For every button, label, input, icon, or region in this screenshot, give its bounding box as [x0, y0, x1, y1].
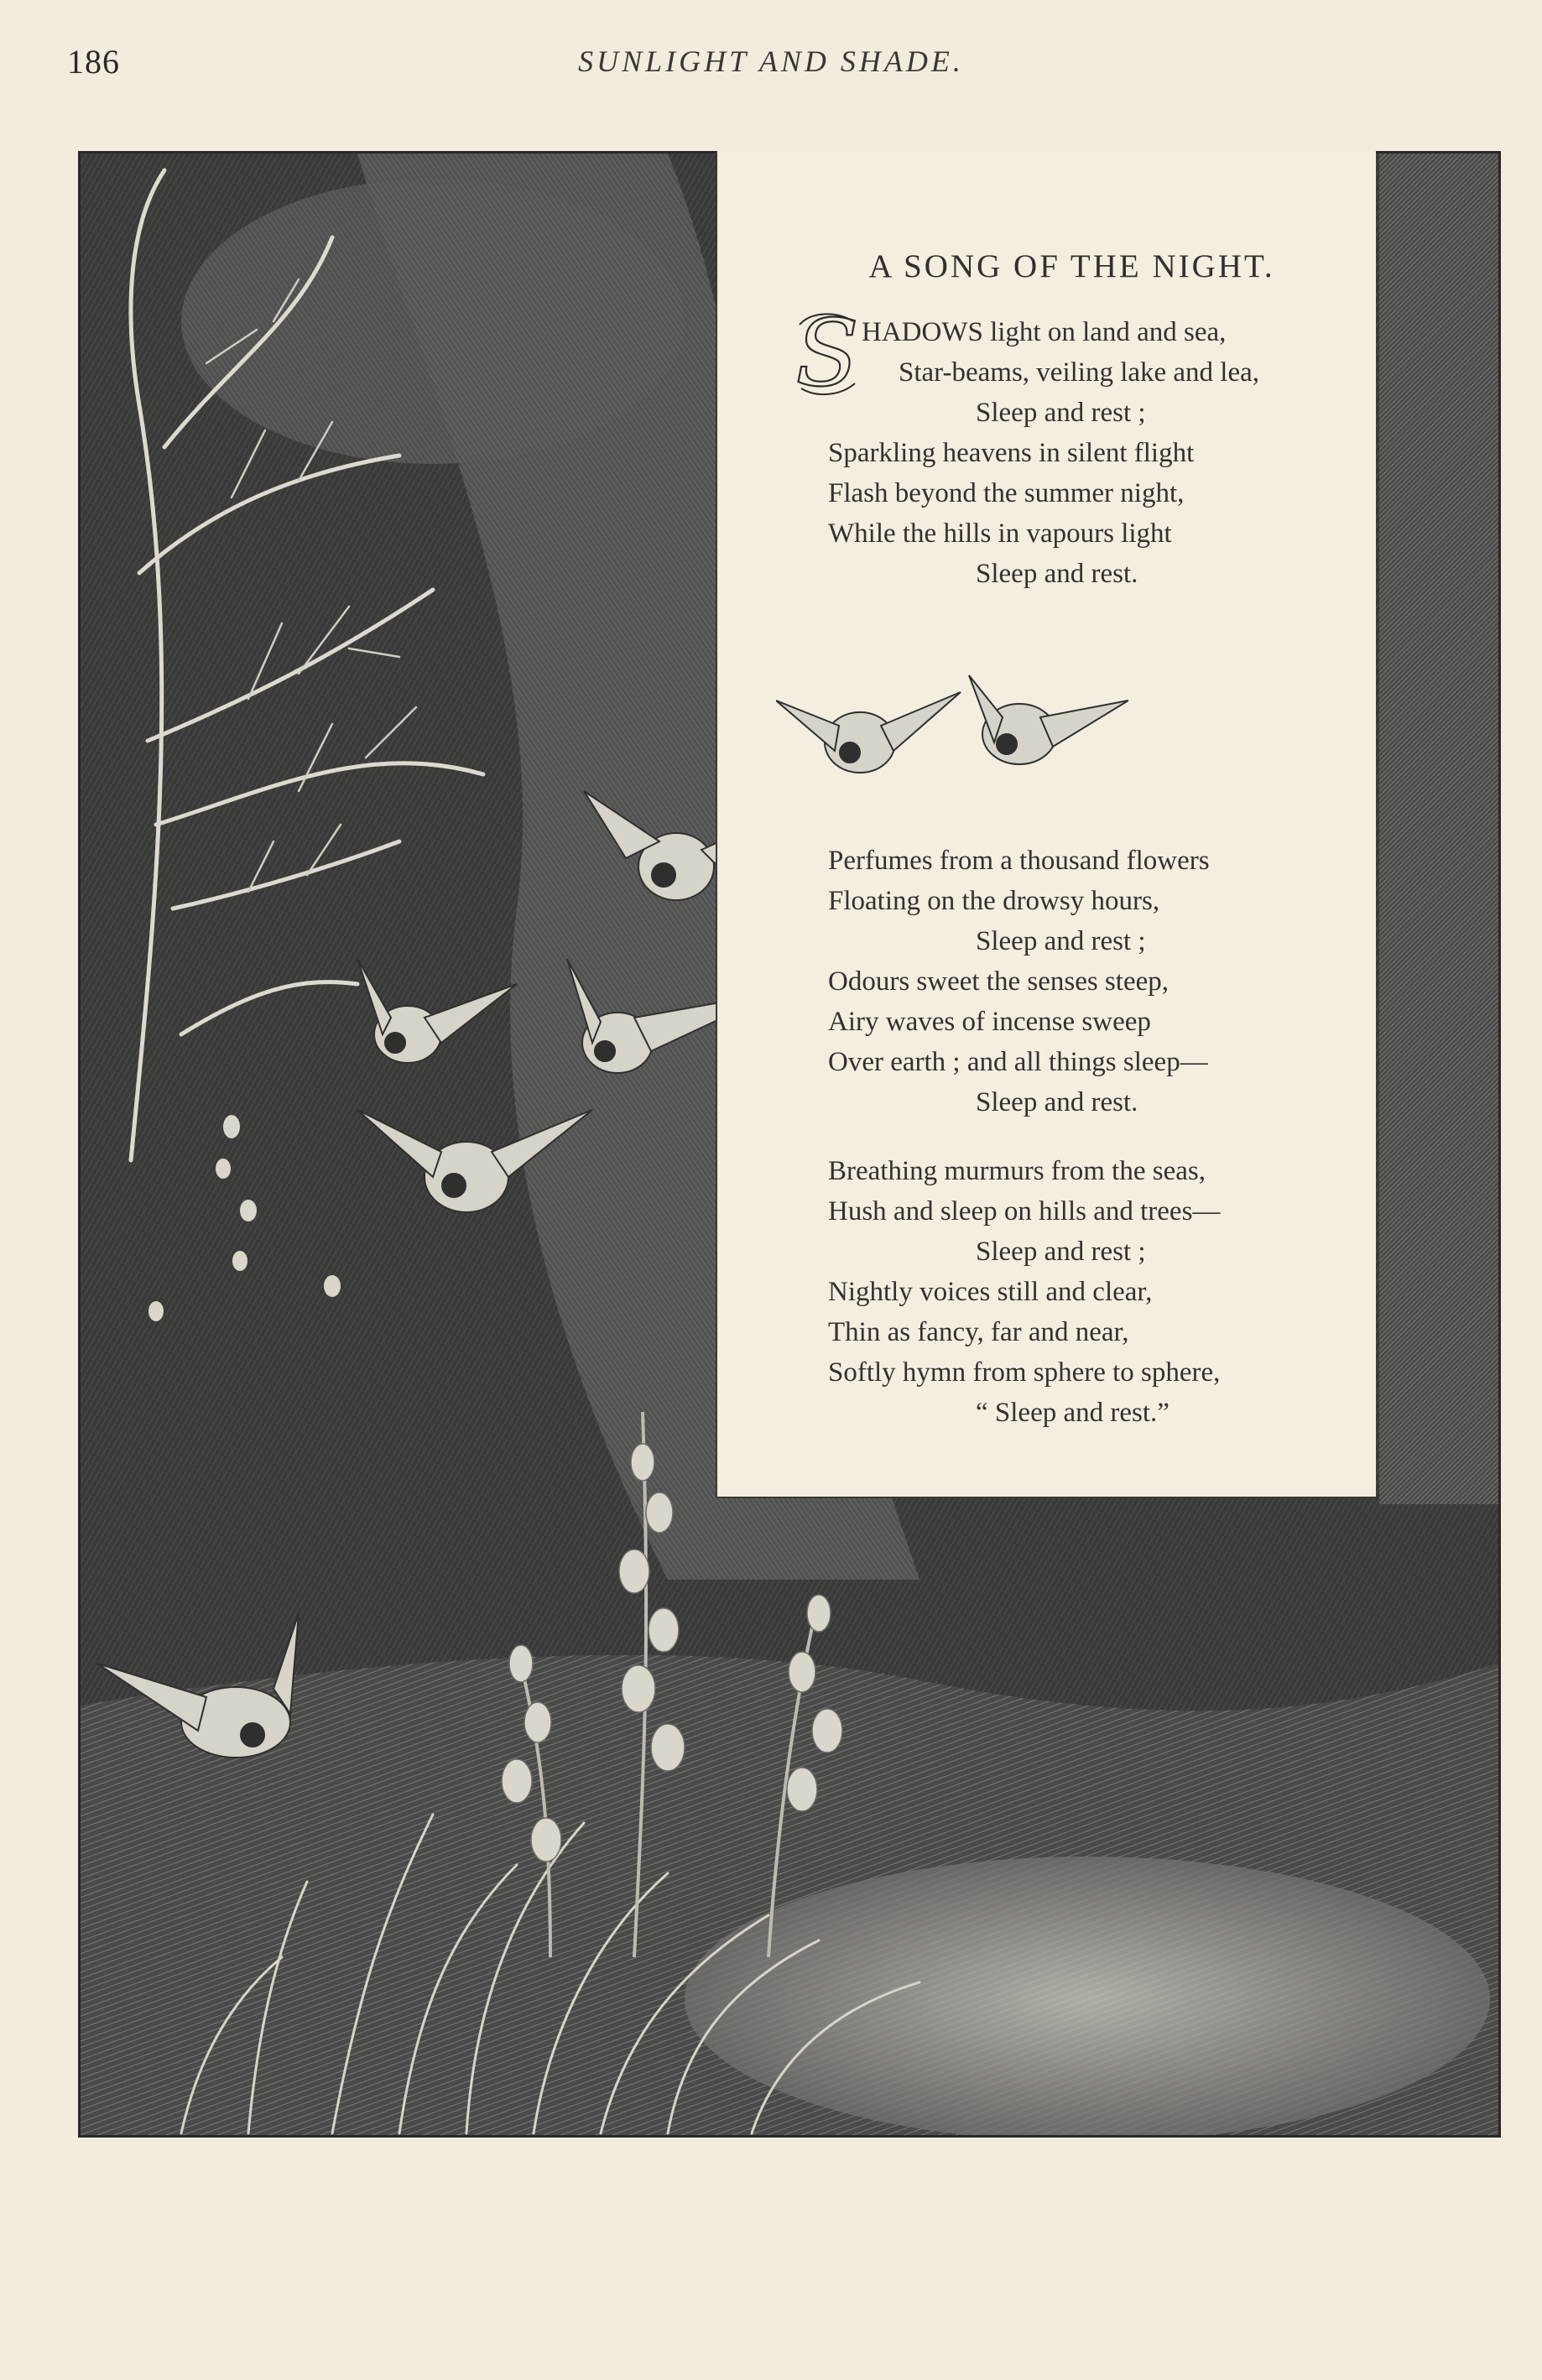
stanza-line: Star-beams, veiling lake and lea,	[899, 357, 1260, 388]
drop-cap-letter: S	[795, 308, 859, 398]
stanza-line: Over earth ; and all things sleep—	[828, 1047, 1208, 1077]
stanza-line: Flash beyond the summer night,	[828, 478, 1185, 508]
stanza-line: Odours sweet the senses steep,	[828, 966, 1169, 997]
stanza-line: Softly hymn from sphere to sphere,	[828, 1357, 1221, 1388]
poem-title: A SONG OF THE NIGHT.	[868, 248, 1275, 284]
stanza-3	[828, 1151, 1220, 1433]
page-number: 186	[67, 43, 120, 81]
stanza-line: “ Sleep and rest.”	[976, 1398, 1170, 1428]
stanza-1	[828, 312, 1259, 594]
stanza-line: Nightly voices still and clear,	[828, 1277, 1153, 1307]
stanza-line: Perfumes from a thousand flowers	[828, 846, 1210, 876]
stanza-line: Sleep and rest.	[976, 1087, 1138, 1117]
stanza-line: Breathing murmurs from the seas,	[828, 1156, 1206, 1186]
stanza-line: Sleep and rest ;	[976, 926, 1146, 956]
stanza-line: Sparkling heavens in silent flight	[828, 438, 1195, 468]
stanza-line: Thin as fancy, far and near,	[828, 1317, 1129, 1347]
stanza-line: Sleep and rest ;	[976, 398, 1146, 428]
stanza-line: HADOWS light on land and sea,	[862, 317, 1227, 347]
stanza-line: Airy waves of incense sweep	[828, 1007, 1151, 1037]
running-head: SUNLIGHT AND SHADE.	[578, 44, 964, 78]
stanza-line: Sleep and rest ;	[976, 1237, 1146, 1267]
stanza-line: Hush and sleep on hills and trees—	[828, 1196, 1221, 1226]
stanza-line: Sleep and rest.	[976, 559, 1138, 589]
stanza-line: While the hills in vapours light	[828, 518, 1172, 549]
two-birds-vignette-icon	[776, 659, 1128, 801]
stanza-2	[828, 841, 1210, 1122]
poem-panel	[716, 151, 1376, 1498]
stanza-line: Floating on the drowsy hours,	[828, 886, 1160, 916]
